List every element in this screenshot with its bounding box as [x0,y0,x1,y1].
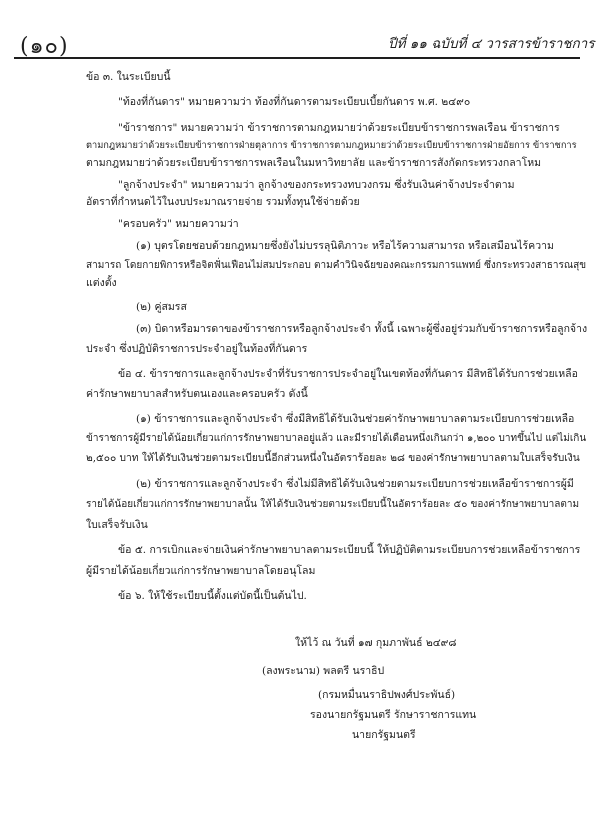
clause-6: ข้อ ๖. ให้ใช้ระเบียบนี้ตั้งแต่บัดนี้เป็นต้นไป. [118,590,307,602]
text-line: อัตราที่กำหนดไว้ในงบประมาณรายจ่าย รวมทั้งทุนใช้จ่ายด้วย [86,196,360,208]
text-line: สามารถ โดยกายพิการหรือจิตฟั่นเฟือนไม่สมประกอบ ตามคำวินิจฉัยของคณะกรรมการแพทย์ ซึ่งกระทรวงสาธารณสุข [86,260,587,271]
clause-5: ข้อ ๕. การเบิกและจ่ายเงินค่ารักษาพยาบาลตามระเบียบนี้ ให้ปฏิบัติตามระเบียบการช่วยเหลือข้าราชการ [118,544,581,556]
clause-4: ข้อ ๔. ข้าราชการและลูกจ้างประจำที่รับราชการประจำอยู่ในเขตท้องที่กันดาร มีสิทธิได้รับการช่วยเหลือ [118,368,578,380]
text-line: ตามกฎหมายว่าด้วยระเบียบข้าราชการพลเรือนในมหาวิทยาลัย และข้าราชการสังกัดกระทรวงกลาโหม [86,157,542,169]
definition-permanent-employee: "ลูกจ้างประจำ" หมายความว่า ลูกจ้างของกระทรวงทบวงกรม ซึ่งรับเงินค่าจ้างประจำตาม [118,179,515,191]
signature-name: (ลงพระนาม) พลตรี นราธิป [262,665,385,677]
text-line: รายได้น้อยเกี่ยวแก่การรักษาพยาบาลนั้น ให้ได้รับเงินช่วยตามระเบียบนี้ในอัตราร้อยละ ๕๐ ของค่ารักษาพยาบาลตาม [86,499,580,510]
text-line: ผู้มีรายได้น้อยเกี่ยวแก่การรักษาพยาบาลโดยอนุโลม [86,565,316,577]
family-item-2: (๒) คู่สมรส [136,301,187,313]
family-item-3: (๓) บิดาหรือมารดาของข้าราชการหรือลูกจ้างประจำ ทั้งนี้ เฉพาะผู้ซึ่งอยู่ร่วมกับข้าราชการหรือลูกจ้าง [136,323,588,335]
definition-family: "ครอบครัว" หมายความว่า [118,218,239,230]
text-line: ประจำ ซึ่งปฏิบัติราชการประจำอยู่ในท้องที่กันดาร [86,343,308,355]
journal-issue-header: ปีที่ ๑๑ ฉบับที่ ๔ วารสารข้าราชการ [388,36,595,52]
clause-3-heading: ข้อ ๓. ในระเบียบนี้ [86,71,171,83]
text-line: ค่ารักษาพยาบาลสำหรับตนเองและครอบครัว ดังนี้ [86,388,308,400]
header-rule [14,57,580,59]
text-line: ใบเสร็จรับเงิน [86,519,148,531]
text-line: ตามกฎหมายว่าด้วยระเบียบข้าราชการฝ่ายตุลาการ ข้าราชการตามกฎหมายว่าด้วยระเบียบข้าราชการฝ่ายอัยการ ข้าราชการ [86,140,577,151]
signing-date: ให้ไว้ ณ วันที่ ๑๗ กุมภาพันธ์ ๒๔๙๘ [295,637,457,649]
clause-4-item-1: (๑) ข้าราชการและลูกจ้างประจำ ซึ่งมีสิทธิได้รับเงินช่วยค่ารักษาพยาบาลตามระเบียบการช่วยเหลือ [136,413,575,425]
family-item-1: (๑) บุตรโดยชอบด้วยกฎหมายซึ่งยังไม่บรรลุนิติภาวะ หรือไร้ความสามารถ หรือเสมือนไร้ความ [136,240,554,252]
definition-remote-area: "ท้องที่กันดาร" หมายความว่า ท้องที่กันดารตามระเบียบเบี้ยกันดาร พ.ศ. ๒๔๙๐ [118,96,471,108]
text-line: แต่งตั้ง [86,277,117,289]
definition-civil-servant: "ข้าราชการ" หมายความว่า ข้าราชการตามกฎหมายว่าด้วยระเบียบข้าราชการพลเรือน ข้าราชการ [118,122,560,134]
clause-4-item-2: (๒) ข้าราชการและลูกจ้างประจำ ซึ่งไม่มีสิทธิได้รับเงินช่วยตามระเบียบการช่วยเหลือข้าราชการผู้มี [136,478,574,490]
signatory-position: รองนายกรัฐมนตรี รักษาราชการแทน [310,709,477,721]
text-line: ๒,๕๐๐ บาท ให้ได้รับเงินช่วยตามระเบียบนี้อีกส่วนหนึ่งในอัตราร้อยละ ๒๘ ของค่ารักษาพยาบาลตามใบเสร็จรับเงิน [86,452,580,464]
text-line: ข้าราชการผู้มีรายได้น้อยเกี่ยวแก่การรักษาพยาบาลอยู่แล้ว และมีรายได้เดือนหนึ่งเกินกว่า ๑,๒๐๐ บาทขึ้นไป แต่ไม่เกิน [86,433,587,444]
signatory-position-2: นายกรัฐมนตรี [352,729,416,741]
signatory-full-name: (กรมหมื่นนราธิปพงศ์ประพันธ์) [318,689,456,701]
page-number: (๑๐) [20,34,69,59]
